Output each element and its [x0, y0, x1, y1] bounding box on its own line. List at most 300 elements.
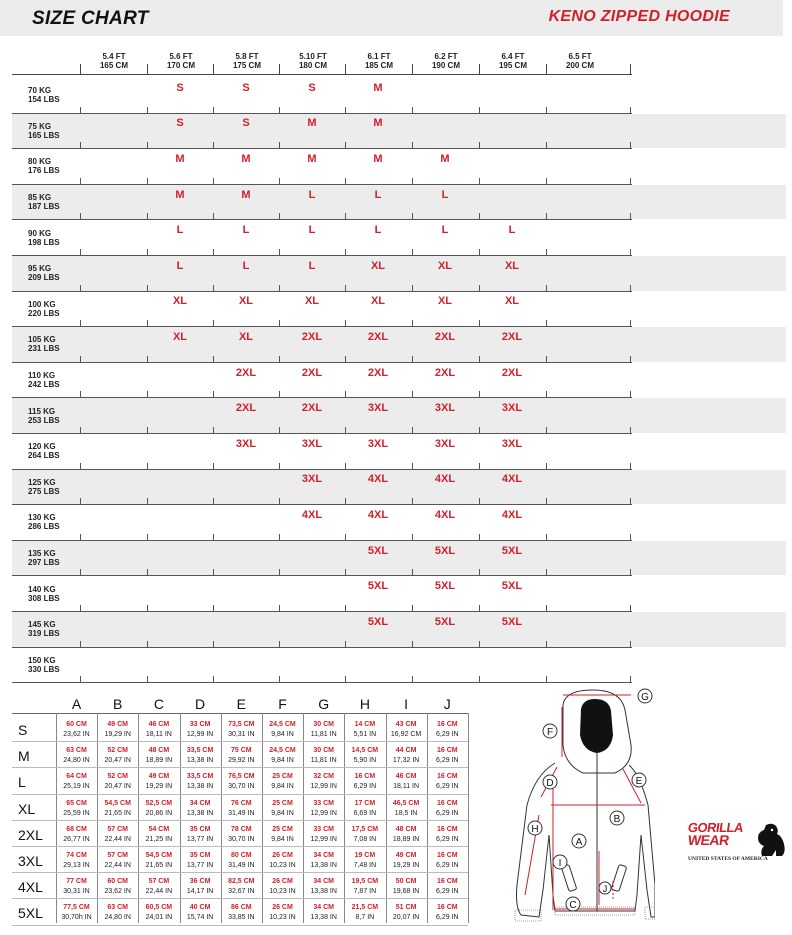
marker-e-label: E: [635, 776, 643, 787]
row-tick: [345, 249, 346, 255]
row-tick: [479, 249, 480, 255]
row-tick: [213, 569, 214, 575]
size-cell: 2XL: [501, 331, 523, 343]
size-cell: M: [373, 153, 383, 165]
measure-cm: 65 CM: [66, 799, 87, 807]
weight-lbs: 231 LBS: [28, 344, 60, 354]
weight-lbs: 176 LBS: [28, 166, 60, 176]
row-tick: [345, 427, 346, 433]
row-tick: [279, 605, 280, 611]
size-cell: L: [441, 188, 449, 201]
measure-row-rule: [12, 794, 468, 795]
marker-e: [632, 773, 646, 787]
row-tick: [213, 641, 214, 647]
size-cell: S: [242, 117, 250, 130]
row-tick: [479, 391, 480, 397]
measure-row-rule: [12, 741, 468, 742]
weight-lbs: 264 LBS: [28, 451, 60, 461]
row-tick: [546, 213, 547, 219]
measure-size-label: L: [18, 774, 26, 791]
weight-label: [28, 157, 60, 175]
measure-cm: 52 CM: [107, 747, 128, 755]
header-rule: [12, 74, 632, 75]
measure-in: 6,29 IN: [436, 862, 459, 869]
hoodie-diagram: [505, 685, 655, 925]
measure-cm: 86 CM: [230, 904, 252, 912]
size-cell: XL: [504, 295, 520, 308]
height-ft: 6.1 FT: [367, 52, 391, 61]
measure-cm: 32 CM: [313, 773, 334, 781]
row-tick: [147, 249, 148, 255]
header-tick: [630, 64, 631, 74]
row-tick: [279, 498, 280, 504]
row-tick: [479, 285, 480, 291]
measure-in: 22,44 IN: [104, 835, 131, 843]
weight-label: [28, 86, 60, 104]
measure-cm: 63 CM: [107, 904, 128, 912]
measure-column-header: D: [195, 696, 206, 712]
weight-kg: 135 KG: [28, 549, 56, 559]
row-tick: [147, 142, 148, 148]
header-tick: [345, 64, 346, 74]
measure-cm: 73,5 CM: [228, 721, 255, 728]
measure-in: 10,23 IN: [269, 914, 296, 922]
measure-column-header: F: [278, 696, 287, 712]
row-tick: [412, 605, 413, 611]
measure-cm: 16 CM: [436, 904, 458, 912]
header-tick: [213, 64, 214, 74]
measure-in: 18,11 IN: [145, 731, 172, 738]
measure-in: 32,67 IN: [228, 888, 255, 896]
size-cell: 3XL: [501, 437, 523, 450]
size-cell: L: [176, 224, 184, 237]
row-tick: [213, 498, 214, 504]
measure-cm: 17 CM: [354, 799, 376, 807]
row-tick: [345, 213, 346, 219]
height-cm: 190 CM: [431, 61, 460, 70]
weight-lbs: 154 LBS: [28, 95, 60, 105]
row-tick: [630, 498, 631, 504]
size-cell: 2XL: [367, 331, 389, 343]
row-tick: [80, 249, 81, 255]
size-cell: XL: [504, 259, 520, 272]
measure-in: 13,38 IN: [310, 914, 337, 922]
size-cell: 5XL: [501, 580, 523, 593]
row-tick: [80, 178, 81, 184]
measure-cm: 43 CM: [395, 721, 417, 728]
measure-cm: 80 CM: [230, 852, 252, 859]
row-tick: [630, 213, 631, 219]
measure-size-label: 5XL: [18, 905, 43, 922]
row-tick: [479, 676, 480, 682]
row-tick: [546, 178, 547, 184]
row-tick: [80, 142, 81, 148]
size-cell: L: [308, 224, 316, 237]
header-tick: [279, 64, 280, 74]
measure-in: 20,86 IN: [145, 809, 173, 817]
measure-cm: 30 CM: [313, 747, 334, 755]
size-cell: 2XL: [367, 366, 389, 379]
weight-kg: 115 KG: [28, 406, 56, 416]
measure-in: 30,70 IN: [228, 783, 255, 791]
measure-column-header: H: [359, 696, 370, 712]
measure-size-label: M: [18, 748, 30, 765]
row-tick: [213, 605, 214, 611]
weight-kg: 110 KG: [28, 371, 56, 381]
measure-row-rule: [12, 872, 468, 873]
weight-label: [28, 478, 60, 496]
row-tick: [213, 427, 214, 433]
row-tick: [546, 676, 547, 682]
row-tick: [630, 249, 631, 255]
measure-cm: 33,5 CM: [186, 773, 214, 781]
measure-size-label: 3XL: [18, 853, 43, 869]
measure-in: 18,89 IN: [392, 835, 420, 843]
header-tick: [147, 64, 148, 74]
size-cell: XL: [238, 295, 254, 308]
row-tick: [279, 285, 280, 291]
measure-cm: 74 CM: [66, 852, 87, 859]
size-cell: 3XL: [501, 402, 523, 415]
measure-in: 13,38 IN: [310, 888, 337, 896]
measure-cm: 25 CM: [272, 825, 293, 833]
measure-in: 5,90 IN: [353, 757, 377, 765]
row-tick: [147, 569, 148, 575]
measure-in: 30,31 IN: [228, 731, 255, 738]
marker-j-label: J: [602, 884, 608, 894]
size-cell: 4XL: [501, 473, 523, 486]
measure-in: 13,38 IN: [310, 862, 337, 869]
measure-in: 7,08 IN: [353, 835, 377, 843]
measure-in: 18,5 IN: [394, 809, 418, 817]
size-cell: 4XL: [367, 473, 389, 486]
row-tick: [80, 641, 81, 647]
height-header: [346, 52, 412, 70]
row-tick: [279, 391, 280, 397]
weight-lbs: 220 LBS: [28, 308, 60, 318]
measure-in: 15,74 IN: [186, 914, 214, 922]
weight-kg: 95 KG: [28, 264, 52, 274]
measure-in: 29,13 IN: [63, 862, 90, 869]
size-cell: S: [176, 117, 184, 130]
size-cell: 2XL: [301, 366, 323, 379]
row-tick: [412, 249, 413, 255]
weight-label: [28, 264, 60, 282]
row-tick: [213, 391, 214, 397]
measure-column-header: E: [236, 696, 246, 712]
weight-kg: 120 KG: [28, 442, 56, 452]
weight-kg: 100 KG: [28, 299, 56, 309]
row-tick: [80, 427, 81, 433]
measure-column-header: G: [318, 696, 330, 712]
measure-cm: 60 CM: [66, 721, 87, 728]
measure-cm: 19 CM: [354, 852, 376, 859]
row-tick: [345, 320, 346, 326]
row-tick: [479, 320, 480, 326]
measure-rule: [12, 713, 468, 714]
size-cell: S: [308, 81, 316, 94]
weight-kg: 85 KG: [28, 193, 52, 203]
measure-in: 19,29 IN: [392, 862, 420, 869]
row-tick: [213, 534, 214, 540]
measure-in: 18,89 IN: [145, 757, 173, 765]
measure-cm: 49 CM: [395, 852, 417, 859]
row-tick: [546, 463, 547, 469]
measure-in: 20,47 IN: [104, 783, 131, 791]
row-tick: [80, 676, 81, 682]
size-cell: 3XL: [367, 402, 389, 415]
size-cell: L: [242, 224, 250, 237]
measure-cm: 16 CM: [436, 878, 458, 886]
weight-row: [12, 648, 786, 683]
measure-in: 23,62 IN: [104, 888, 131, 896]
weight-lbs: 286 LBS: [28, 522, 60, 532]
row-tick: [546, 498, 547, 504]
size-cell: XL: [238, 331, 254, 343]
size-cell: XL: [370, 295, 386, 308]
measure-column-header: I: [404, 696, 409, 712]
measure-in: 21,65 IN: [104, 809, 131, 817]
measure-in: 12,99 IN: [186, 731, 214, 738]
measure-divider: [468, 713, 469, 923]
weight-label: [28, 300, 60, 318]
size-cell: 5XL: [434, 615, 456, 628]
height-header: [148, 52, 214, 70]
measure-in: 13,38 IN: [186, 783, 214, 791]
gorilla-icon: [752, 822, 786, 858]
size-cell: 2XL: [235, 402, 257, 415]
size-cell: M: [307, 117, 317, 130]
measure-in: 8,7 IN: [355, 914, 375, 922]
weight-kg: 130 KG: [28, 513, 56, 523]
marker-g: [638, 689, 652, 703]
measure-in: 10,23 IN: [269, 888, 296, 896]
row-tick: [412, 498, 413, 504]
weight-kg: 90 KG: [28, 228, 52, 238]
height-cm: 165 CM: [99, 61, 128, 70]
size-cell: 3XL: [301, 437, 323, 450]
measure-in: 12,99 IN: [310, 809, 337, 817]
height-header: [480, 52, 546, 70]
row-tick: [546, 249, 547, 255]
size-cell: L: [508, 224, 516, 237]
measure-cm: 52 CM: [107, 773, 128, 781]
row-tick: [80, 569, 81, 575]
measure-in: 17,32 IN: [392, 757, 420, 765]
row-tick: [630, 142, 631, 148]
row-tick: [345, 676, 346, 682]
marker-c: [566, 897, 580, 911]
row-tick: [630, 534, 631, 540]
weight-label: [28, 620, 60, 638]
row-tick: [412, 356, 413, 362]
height-cm: 170 CM: [166, 61, 195, 70]
row-tick: [412, 320, 413, 326]
measure-in: 25,59 IN: [63, 809, 90, 817]
measure-cm: 26 CM: [272, 852, 293, 859]
measure-cm: 49 CM: [148, 773, 170, 781]
measure-cm: 46,5 CM: [392, 799, 420, 807]
weight-label: [28, 513, 60, 531]
row-tick: [412, 676, 413, 682]
weight-lbs: 319 LBS: [28, 629, 60, 639]
row-tick: [345, 178, 346, 184]
size-cell: 5XL: [434, 544, 456, 557]
measure-in: 19,29 IN: [145, 783, 173, 791]
weight-lbs: 242 LBS: [28, 380, 60, 390]
height-cm: 175 CM: [232, 61, 261, 70]
row-tick: [279, 569, 280, 575]
weight-lbs: 165 LBS: [28, 130, 60, 140]
measure-row-rule: [12, 925, 468, 926]
measure-in: 6,69 IN: [353, 809, 377, 817]
row-tick: [279, 249, 280, 255]
size-cell: S: [176, 81, 184, 94]
size-cell: 5XL: [434, 580, 456, 593]
row-tick: [147, 320, 148, 326]
measure-in: 31,49 IN: [228, 809, 255, 817]
row-tick: [147, 285, 148, 291]
size-cell: M: [175, 188, 185, 201]
weight-label: [28, 122, 60, 140]
marker-b: [610, 811, 624, 825]
weight-lbs: 187 LBS: [28, 202, 60, 212]
row-tick: [213, 320, 214, 326]
size-cell: S: [242, 81, 250, 94]
measure-cm: 50 CM: [395, 878, 417, 886]
measure-cm: 16 CM: [436, 799, 458, 807]
brand-logo: [688, 820, 788, 870]
measure-in: 5,51 IN: [353, 731, 377, 738]
measure-in: 30,31 IN: [63, 888, 90, 896]
measure-cm: 51 CM: [395, 904, 417, 912]
row-tick: [279, 213, 280, 219]
measure-row-rule: [12, 767, 468, 768]
size-cell: 3XL: [301, 473, 323, 486]
row-tick: [345, 605, 346, 611]
size-cell: XL: [172, 331, 188, 343]
measure-cm: 54 CM: [148, 825, 170, 833]
row-tick: [147, 463, 148, 469]
size-cell: M: [373, 81, 383, 94]
measure-cm: 19,5 CM: [351, 878, 379, 886]
measure-in: 6,29 IN: [436, 888, 459, 896]
row-tick: [479, 641, 480, 647]
row-tick: [479, 569, 480, 575]
row-tick: [412, 534, 413, 540]
height-cm: 185 CM: [364, 61, 393, 70]
measure-in: 9,84 IN: [271, 731, 294, 738]
size-cell: 5XL: [367, 580, 389, 593]
row-tick: [279, 427, 280, 433]
measure-cm: 16 CM: [436, 825, 458, 833]
marker-d: [543, 775, 557, 789]
row-tick: [630, 178, 631, 184]
header-tick: [412, 64, 413, 74]
row-tick: [630, 641, 631, 647]
size-cell: M: [373, 117, 383, 130]
row-tick: [147, 213, 148, 219]
measure-cm: 57 CM: [148, 878, 170, 886]
measure-cm: 46 CM: [395, 773, 417, 781]
height-header: [280, 52, 346, 70]
size-cell: M: [241, 188, 251, 201]
measure-cm: 40 CM: [189, 904, 211, 912]
weight-kg: 75 KG: [28, 121, 52, 131]
measure-size-label: XL: [18, 800, 36, 817]
marker-g-label: G: [641, 692, 649, 703]
row-tick: [80, 285, 81, 291]
size-cell: M: [307, 153, 317, 165]
height-cm: 180 CM: [298, 61, 327, 70]
size-cell: 4XL: [367, 509, 389, 521]
measure-cm: 34 CM: [189, 799, 211, 807]
measure-cm: 82,5 CM: [228, 878, 255, 886]
right-pocket: [611, 864, 627, 891]
size-cell: 5XL: [367, 615, 389, 628]
row-tick: [479, 605, 480, 611]
size-cell: 5XL: [367, 544, 389, 557]
row-tick: [412, 463, 413, 469]
size-cell: M: [440, 153, 450, 165]
measure-cm: 25 CM: [272, 799, 293, 807]
measure-in: 12,99 IN: [310, 783, 337, 791]
row-tick: [345, 498, 346, 504]
row-tick: [630, 285, 631, 291]
marker-a: [572, 834, 586, 848]
measure-in: 13,77 IN: [186, 862, 214, 869]
size-cell: 2XL: [235, 366, 257, 379]
page-title: SIZE CHART: [32, 8, 149, 29]
measure-cm: 46 CM: [148, 721, 170, 728]
row-tick: [147, 178, 148, 184]
row-tick: [546, 641, 547, 647]
height-ft: 5.8 FT: [235, 52, 259, 61]
measure-in: 16,92 CM: [390, 731, 422, 738]
row-tick: [147, 676, 148, 682]
row-tick: [147, 641, 148, 647]
measure-cm: 33 CM: [313, 799, 334, 807]
row-tick: [80, 213, 81, 219]
measure-cm: 16 CM: [436, 852, 458, 859]
measure-cm: 17,5 CM: [351, 825, 379, 833]
row-tick: [546, 142, 547, 148]
row-tick: [147, 356, 148, 362]
measure-size-label: 2XL: [18, 826, 43, 843]
measure-in: 13,38 IN: [186, 809, 214, 817]
size-cell: 4XL: [501, 509, 523, 521]
weight-lbs: 209 LBS: [28, 273, 60, 283]
measure-cm: 54,5 CM: [104, 799, 131, 807]
measure-column-header: C: [153, 696, 164, 712]
row-tick: [279, 463, 280, 469]
measure-in: 29,92 IN: [228, 757, 255, 765]
measure-cm: 25 CM: [272, 773, 293, 781]
row-tick: [213, 676, 214, 682]
size-cell: 3XL: [434, 437, 456, 450]
row-tick: [479, 427, 480, 433]
measure-in: 9,84 IN: [271, 783, 294, 791]
size-cell: L: [374, 224, 382, 237]
size-cell: 3XL: [434, 402, 456, 415]
size-cell: 4XL: [434, 473, 456, 486]
measure-in: 30,70h IN: [61, 914, 92, 922]
row-tick: [213, 285, 214, 291]
row-tick: [213, 213, 214, 219]
weight-lbs: 308 LBS: [28, 593, 60, 603]
measure-in: 26,77 IN: [63, 835, 90, 843]
marker-a-label: A: [575, 837, 583, 848]
